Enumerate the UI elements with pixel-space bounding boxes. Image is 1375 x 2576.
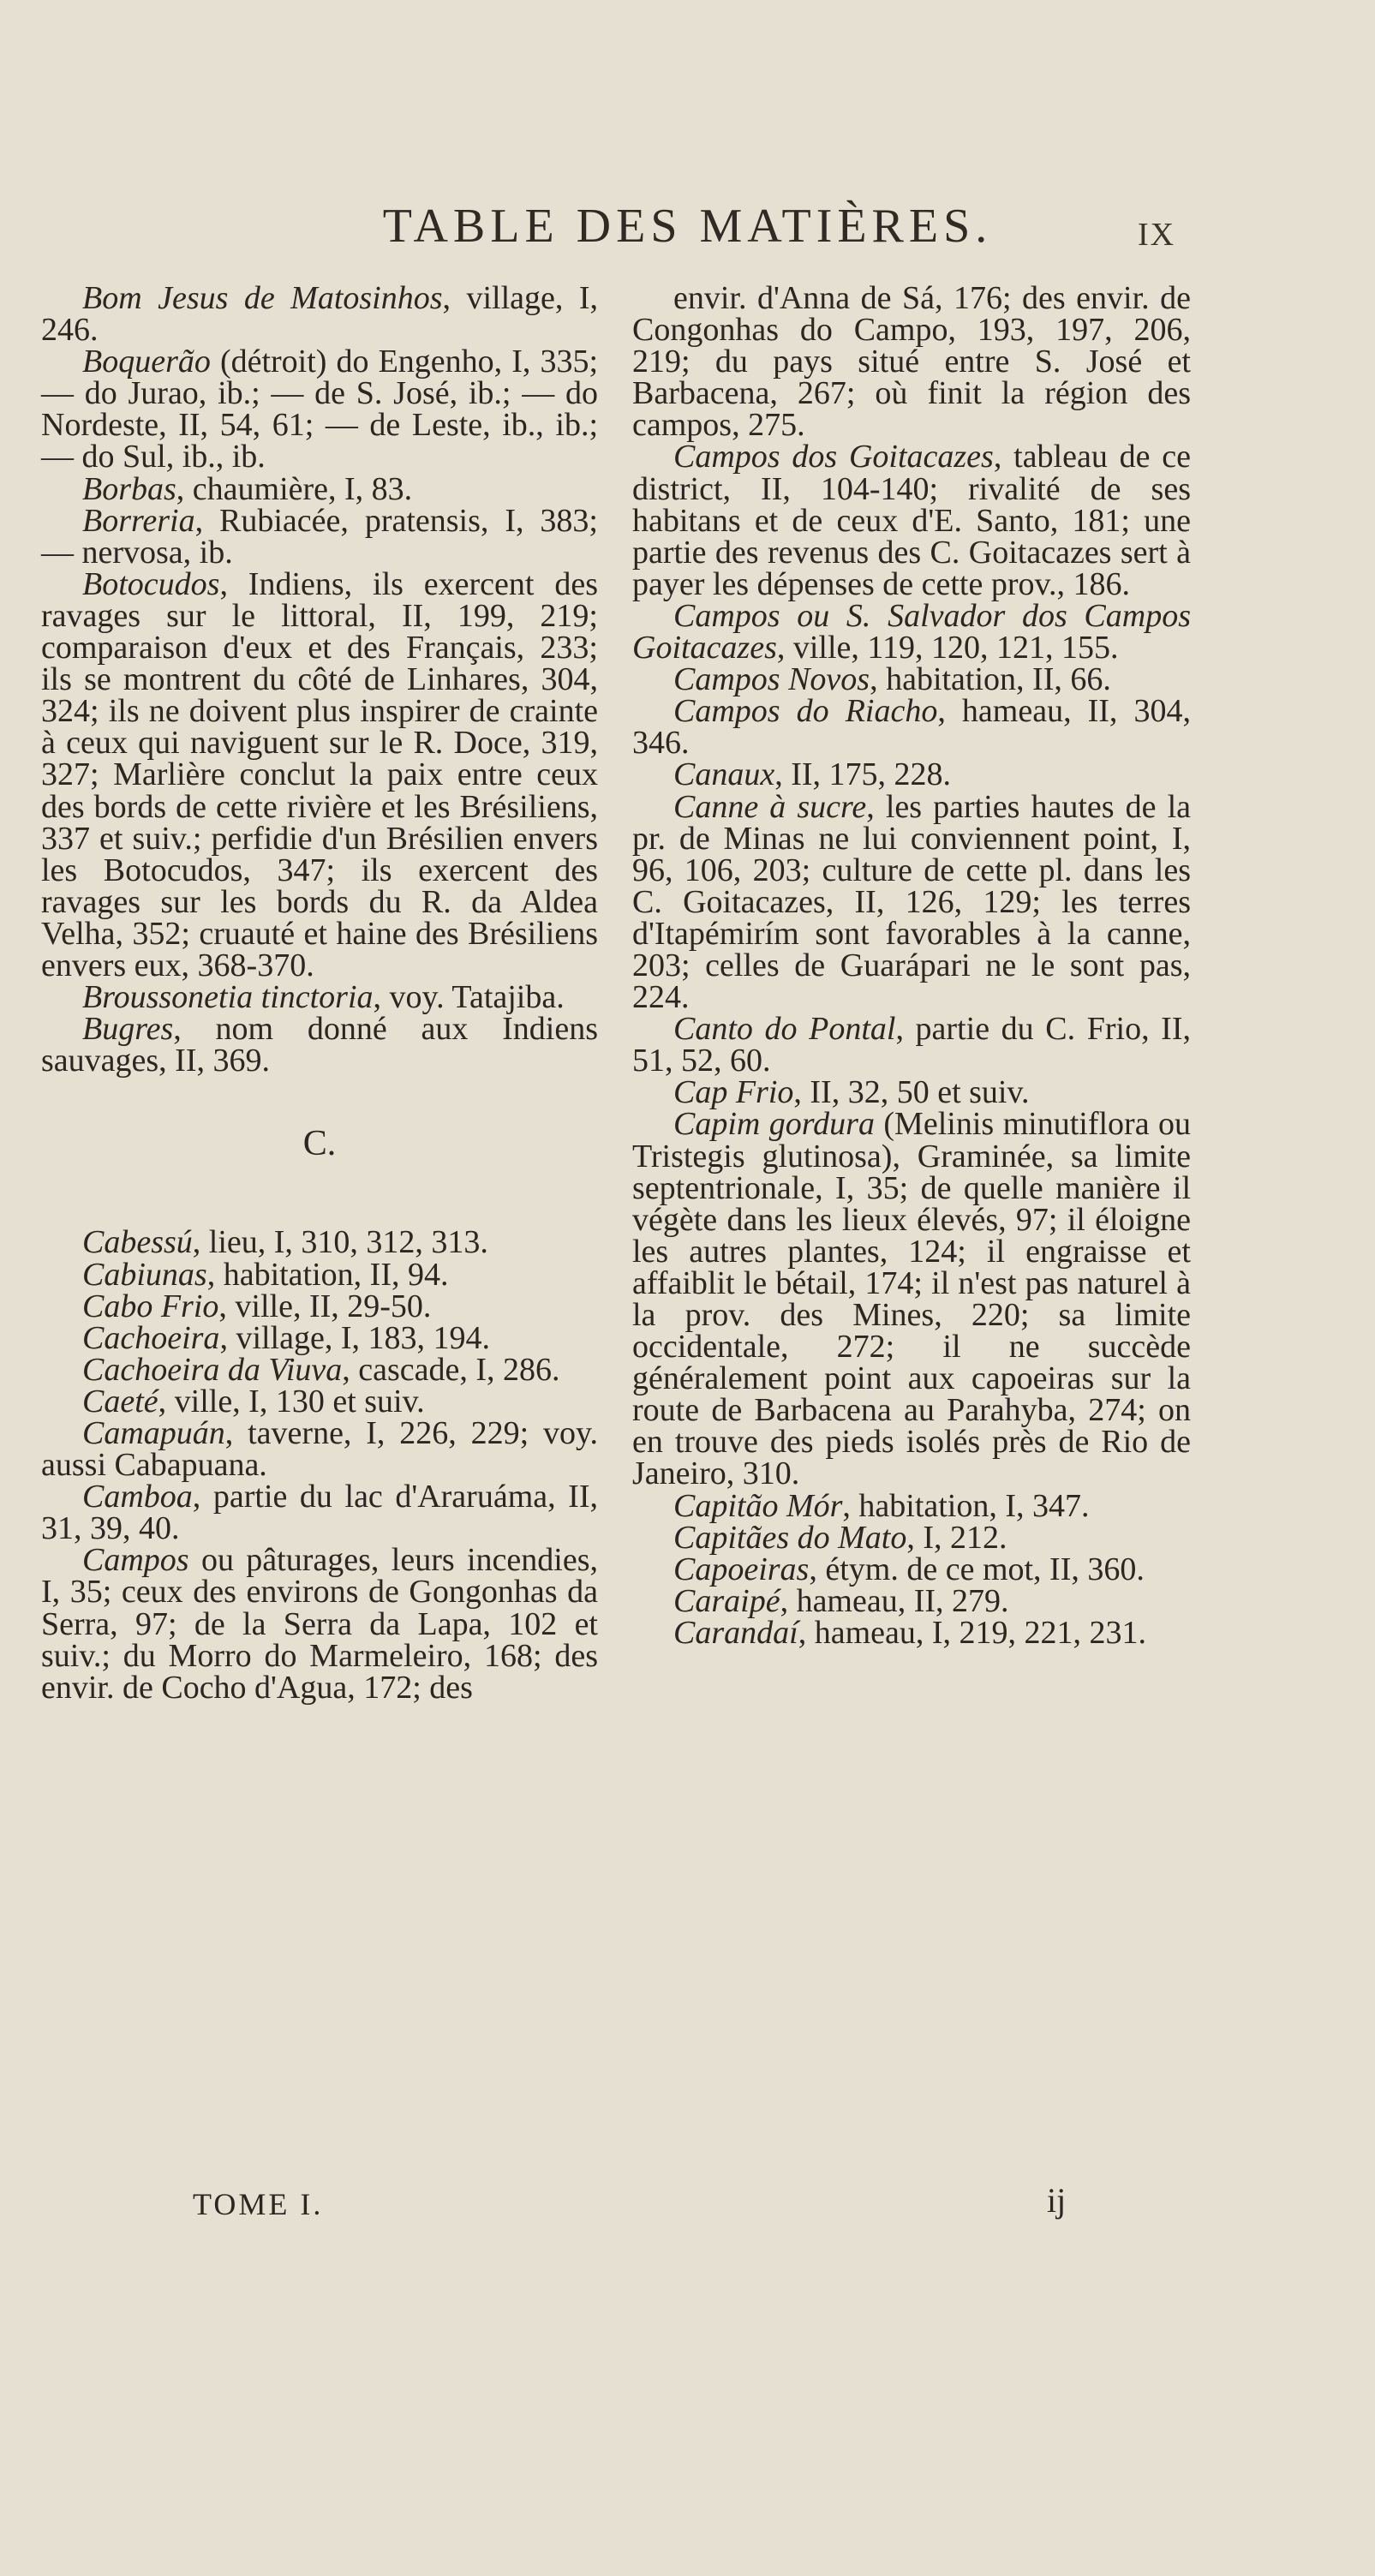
entry-term: Cap Frio: [673, 1074, 794, 1111]
index-entry: [41, 1319, 598, 1356]
index-entry: [41, 1415, 598, 1484]
entry-term: Capim gordura: [673, 1106, 875, 1143]
index-entry: [632, 788, 1191, 1016]
entry-text: , tableau de ce district, II, 104-140; rivalité de ses habitans et de ceux d'E. Santo, 181; une partie des revenus des C. Goitacazes sert à payer les dépenses de cette prov., 186.: [632, 439, 1191, 602]
index-entry: [41, 1256, 598, 1293]
entry-text: , ville, 119, 120, 121, 155.: [776, 630, 1119, 666]
entry-term: Campos dos Goitacazes: [673, 439, 994, 475]
index-entry: [41, 1224, 598, 1261]
entry-text: , habitation, II, 94.: [206, 1256, 449, 1293]
entry-text: , partie du lac d'Araruáma, II, 31, 39, 40.: [41, 1479, 598, 1547]
entry-term: Carandaí: [673, 1614, 798, 1651]
left-entries-b: [41, 280, 598, 1079]
entry-text: , I, 212.: [906, 1519, 1007, 1556]
index-entry: [632, 1013, 1191, 1077]
entry-term: Bom Jesus de Matosinhos: [82, 280, 443, 316]
index-entry: [632, 1614, 1191, 1651]
index-entry: [41, 1013, 598, 1077]
index-entry: [41, 470, 598, 507]
entry-term: Borbas: [82, 470, 176, 507]
entry-term: Borreria: [82, 502, 195, 539]
index-entry: [632, 756, 1191, 793]
entry-term: Capitão Mór: [673, 1487, 843, 1524]
entry-text: , II, 32, 50 et suiv.: [793, 1074, 1030, 1111]
entry-text: , village, I, 183, 194.: [219, 1319, 490, 1356]
entry-text: , hameau, II, 304, 346.: [632, 693, 1191, 762]
entry-text: , les parties hautes de la pr. de Minas ne lui conviennent point, I, 96, 106, 203; culture de cette pl. dans les C. Goitacazes, II, 126, 129; les terres d'Itapémirím sont favorables à la canne, 203; celles de Guarápari ne le sont pas, 224.: [632, 788, 1191, 1016]
entry-term: Botocudos: [82, 565, 220, 602]
entry-text: , nom donné aux Indiens sauvages, II, 369.: [41, 1011, 598, 1079]
entry-text: , habitation, II, 66.: [870, 661, 1111, 698]
entry-term: Campos ou S. Salvador dos Campos Goitacazes: [632, 597, 1191, 666]
entry-term: Canaux: [673, 756, 775, 793]
entry-text: (détroit) do Engenho, I, 335; — do Jurao, ib.; — de S. José, ib.; — do Nordeste, II, 54, 61; — de Leste, ib., ib.; — do Sul, ib., ib.: [41, 344, 598, 475]
signature-mark: ij: [1047, 2181, 1067, 2220]
entry-term: Canne à sucre: [673, 788, 867, 825]
index-entry: [632, 1106, 1191, 1492]
index-entry: [41, 1481, 598, 1545]
entry-text: , partie du C. Frio, II, 51, 52, 60.: [632, 1011, 1191, 1079]
entry-text: , II, 175, 228.: [774, 756, 952, 793]
index-entry: [632, 441, 1191, 600]
index-entry: [632, 1582, 1191, 1619]
entry-text: , taverne, I, 226, 229; voy. aussi Cabapuana.: [41, 1415, 598, 1484]
entry-text: , cascade, I, 286.: [342, 1351, 560, 1388]
index-entry: [41, 1542, 598, 1706]
index-entry: [632, 597, 1191, 666]
index-entry: [41, 1288, 598, 1324]
entry-text: , habitation, I, 347.: [842, 1487, 1090, 1524]
entry-text: , lieu, I, 310, 312, 313.: [192, 1224, 488, 1261]
entry-term: Canto do Pontal: [673, 1011, 896, 1048]
entry-text: (Melinis minutiflora ou Tristegis glutinosa), Graminée, sa limite septentrionale, I, 35; de quelle manière il végète dans les lieux élevés, 97; il éloigne les autres plantes, 124; il engraisse et affaiblit le bétail, 174; il n'est pas naturel à la prov. des Mines, 220; sa limite occidentale, 272; il ne succède généralement point aux capoeiras sur la route de Barbacena au Parahyba, 274; on en trouve des pieds isolés près de Rio de Janeiro, 310.: [632, 1106, 1191, 1492]
entry-term: Campos do Riacho: [673, 693, 938, 730]
index-entry: [632, 1074, 1191, 1111]
index-entry: [41, 502, 598, 571]
entry-term: Boquerão: [82, 344, 211, 380]
entry-text: , ville, II, 29-50.: [218, 1288, 432, 1324]
entry-term: Campos: [82, 1542, 189, 1579]
left-entries-c: [41, 1224, 598, 1706]
entry-text: , village, I, 246.: [41, 280, 598, 349]
entry-text: , ville, I, 130 et suiv.: [158, 1383, 425, 1419]
index-entry: [41, 346, 598, 473]
page-title: TABLE DES MATIÈRES.: [382, 200, 993, 253]
entry-term: Bugres: [82, 1011, 174, 1048]
index-entry: [632, 693, 1191, 762]
entry-term: Camboa: [82, 1479, 193, 1515]
entry-term: Cabiunas: [82, 1256, 207, 1293]
entry-term: Broussonetia tinctoria: [82, 979, 374, 1016]
entry-text: , chaumière, I, 83.: [176, 470, 413, 507]
entry-term: Capitães do Mato: [673, 1519, 907, 1556]
entry-text: ou pâturages, leurs incendies, I, 35; ceux des environs de Gongonhas da Serra, 97; de la Serra da Lapa, 102 et suiv.; du Morro do Marmeleiro, 168; des envir. de Cocho d'Agua, 172; des: [41, 1542, 598, 1706]
page-number: IX: [1138, 217, 1176, 253]
index-entry: [41, 280, 598, 349]
index-entry: [41, 1351, 598, 1388]
left-column: [41, 280, 598, 1706]
index-entry: [632, 661, 1191, 698]
entry-text: , hameau, I, 219, 221, 231.: [798, 1614, 1147, 1651]
right-entries: [632, 280, 1191, 1651]
index-entry: [632, 1551, 1191, 1587]
entry-term: Cachoeira: [82, 1319, 220, 1356]
entry-term: Capoeiras: [673, 1551, 810, 1587]
footer-tome: TOME I.: [193, 2187, 324, 2221]
index-entry: [632, 1487, 1191, 1524]
entry-term: Cabessú: [82, 1224, 193, 1261]
entry-text: , hameau, II, 279.: [780, 1582, 1009, 1619]
entry-term: Camapuán: [82, 1415, 225, 1451]
entry-text: , Indiens, ils exercent des ravages sur le littoral, II, 199, 219; comparaison d'eux et des Français, 233; ils se montrent du côté de Linhares, 304, 324; ils ne doivent plus inspirer de crainte à ceux qui naviguent sur le R. Doce, 319, 327; Marlière conclut la paix entre ceux des bords de cette rivière et les Brésiliens, 337 et suiv.; perfidie d'un Brésilien envers les Botocudos, 347; ils exercent des ravages sur les bords du R. da Aldea Velha, 352; cruauté et haine des Brésiliens envers eux, 368-370.: [41, 565, 598, 983]
entry-term: Cabo Frio: [82, 1288, 219, 1324]
index-entry: [632, 280, 1191, 444]
entry-term: Campos Novos: [673, 661, 870, 698]
entry-text: , étym. de ce mot, II, 360.: [809, 1551, 1145, 1587]
index-entry: [41, 979, 598, 1016]
entry-term: Caraipé: [673, 1582, 780, 1619]
entry-text: , Rubiacée, pratensis, I, 383; — nervosa, ib.: [41, 502, 598, 571]
index-entry: [41, 1383, 598, 1419]
entry-text: , voy. Tatajiba.: [373, 979, 565, 1016]
entry-term: Cachoeira da Viuva: [82, 1351, 343, 1388]
section-heading: C.: [302, 1124, 337, 1164]
index-entry: [41, 565, 598, 983]
index-entry: [632, 1519, 1191, 1556]
entry-text: envir. d'Anna de Sá, 176; des envir. de Congonhas do Campo, 193, 197, 206, 219; du pays situé entre S. José et Barbacena, 267; où finit la région des campos, 275.: [632, 280, 1191, 444]
right-column: [632, 280, 1191, 1651]
entry-term: Caeté: [82, 1383, 158, 1419]
